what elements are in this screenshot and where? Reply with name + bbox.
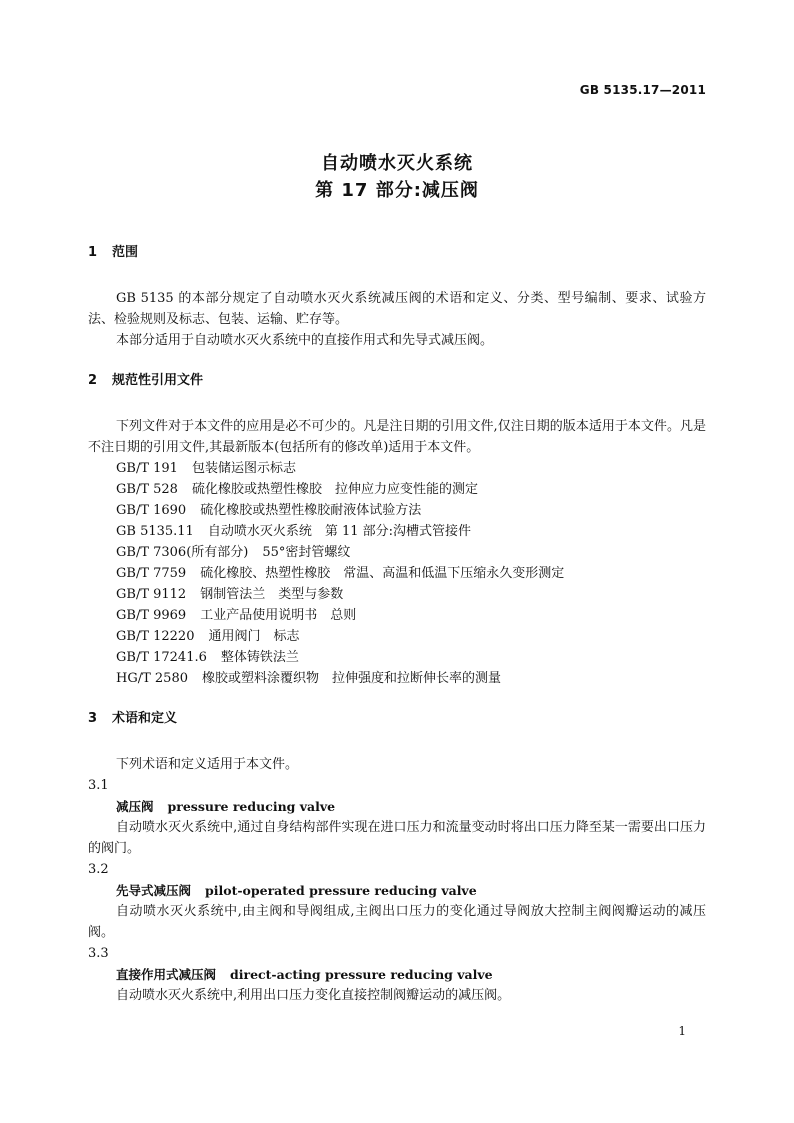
page-number: 1 — [678, 1024, 686, 1038]
reference-title: 整体铸铁法兰 — [220, 650, 299, 665]
reference-title: 硫化橡胶或热塑性橡胶 拉伸应力应变性能的测定 — [191, 482, 478, 497]
term-entry — [88, 775, 706, 859]
term-number: 3.1 — [88, 778, 109, 793]
reference-code: GB/T 12220 — [116, 629, 195, 644]
title-line-1: 自动喷水灭火系统 — [321, 153, 473, 174]
section-number: 3 — [88, 711, 98, 726]
term-title — [88, 880, 706, 901]
term-definition: 自动喷水灭火系统中,利用出口压力变化直接控制阀瓣运动的减压阀。 — [116, 988, 511, 1003]
term-definition: 自动喷水灭火系统中,由主阀和导阀组成,主阀出口压力的变化通过导阀放大控制主阀阀瓣运动的减压阀。 — [88, 904, 706, 940]
reference-item — [88, 458, 706, 479]
reference-item — [88, 563, 706, 584]
scope-paragraph-1: GB 5135 的本部分规定了自动喷水灭火系统减压阀的术语和定义、分类、型号编制、要求、试验方法、检验规则及标志、包装、运输、贮存等。 — [88, 291, 706, 327]
reference-code: GB/T 7759 — [116, 566, 187, 581]
reference-title: 自动喷水灭火系统 第 11 部分:沟槽式管接件 — [207, 524, 472, 539]
reference-title: 55°密封管螺纹 — [262, 545, 351, 560]
reference-list — [88, 458, 706, 689]
term-zh: 减压阀 — [116, 799, 154, 814]
term-zh: 直接作用式减压阀 — [116, 967, 217, 982]
section-number: 1 — [88, 245, 98, 260]
term-number: 3.3 — [88, 946, 109, 961]
reference-title: 硫化橡胶、热塑性橡胶 常温、高温和低温下压缩永久变形测定 — [200, 566, 565, 581]
section-number: 2 — [88, 373, 98, 388]
section-title: 规范性引用文件 — [112, 373, 204, 388]
reference-code: GB/T 1690 — [116, 503, 187, 518]
term-entry — [88, 943, 706, 1006]
reference-code: GB/T 7306(所有部分) — [116, 545, 249, 560]
term-zh: 先导式减压阀 — [116, 883, 192, 898]
term-entry — [88, 859, 706, 943]
reference-code: GB/T 17241.6 — [116, 650, 207, 665]
reference-code: GB/T 191 — [116, 461, 178, 476]
reference-item — [88, 479, 706, 500]
term-en: pressure reducing valve — [167, 799, 336, 814]
reference-item — [88, 500, 706, 521]
section-heading-normative-references — [88, 371, 706, 391]
reference-item — [88, 584, 706, 605]
reference-item — [88, 626, 706, 647]
reference-code: GB 5135.11 — [116, 524, 194, 539]
section-title: 术语和定义 — [112, 711, 178, 726]
reference-code: GB/T 528 — [116, 482, 178, 497]
reference-title: 硫化橡胶或热塑性橡胶耐液体试验方法 — [200, 503, 422, 518]
term-number: 3.2 — [88, 862, 109, 877]
standard-code: GB 5135.17—2011 — [579, 83, 706, 97]
term-title — [88, 964, 706, 985]
title-line-2: 第 17 部分:减压阀 — [315, 180, 479, 201]
reference-item — [88, 542, 706, 563]
document-title — [0, 150, 794, 204]
term-en: direct-acting pressure reducing valve — [230, 967, 493, 982]
reference-title: 通用阀门 标志 — [208, 629, 300, 644]
reference-item — [88, 605, 706, 626]
reference-code: HG/T 2580 — [116, 671, 188, 686]
term-title — [88, 796, 706, 817]
references-intro: 下列文件对于本文件的应用是必不可少的。凡是注日期的引用文件,仅注日期的版本适用于本文件。凡是不注日期的引用文件,其最新版本(包括所有的修改单)适用于本文件。 — [88, 419, 706, 455]
section-title: 范围 — [112, 245, 139, 260]
reference-title: 橡胶或塑料涂覆织物 拉伸强度和拉断伸长率的测量 — [202, 671, 502, 686]
reference-item — [88, 521, 706, 542]
term-en: pilot-operated pressure reducing valve — [205, 883, 477, 898]
reference-title: 包装储运图示标志 — [191, 461, 296, 476]
section-heading-scope — [88, 243, 706, 263]
scope-paragraph-2: 本部分适用于自动喷水灭火系统中的直接作用式和先导式减压阀。 — [116, 333, 494, 348]
document-body — [88, 243, 706, 1006]
reference-title: 钢制管法兰 类型与参数 — [200, 587, 344, 602]
section-heading-terms — [88, 709, 706, 729]
reference-code: GB/T 9112 — [116, 587, 187, 602]
reference-item — [88, 647, 706, 668]
terms-intro: 下列术语和定义适用于本文件。 — [116, 757, 299, 772]
reference-title: 工业产品使用说明书 总则 — [200, 608, 357, 623]
term-definition: 自动喷水灭火系统中,通过自身结构部件实现在进口压力和流量变动时将出口压力降至某一需要出口压力的阀门。 — [88, 820, 706, 856]
reference-item — [88, 668, 706, 689]
reference-code: GB/T 9969 — [116, 608, 187, 623]
